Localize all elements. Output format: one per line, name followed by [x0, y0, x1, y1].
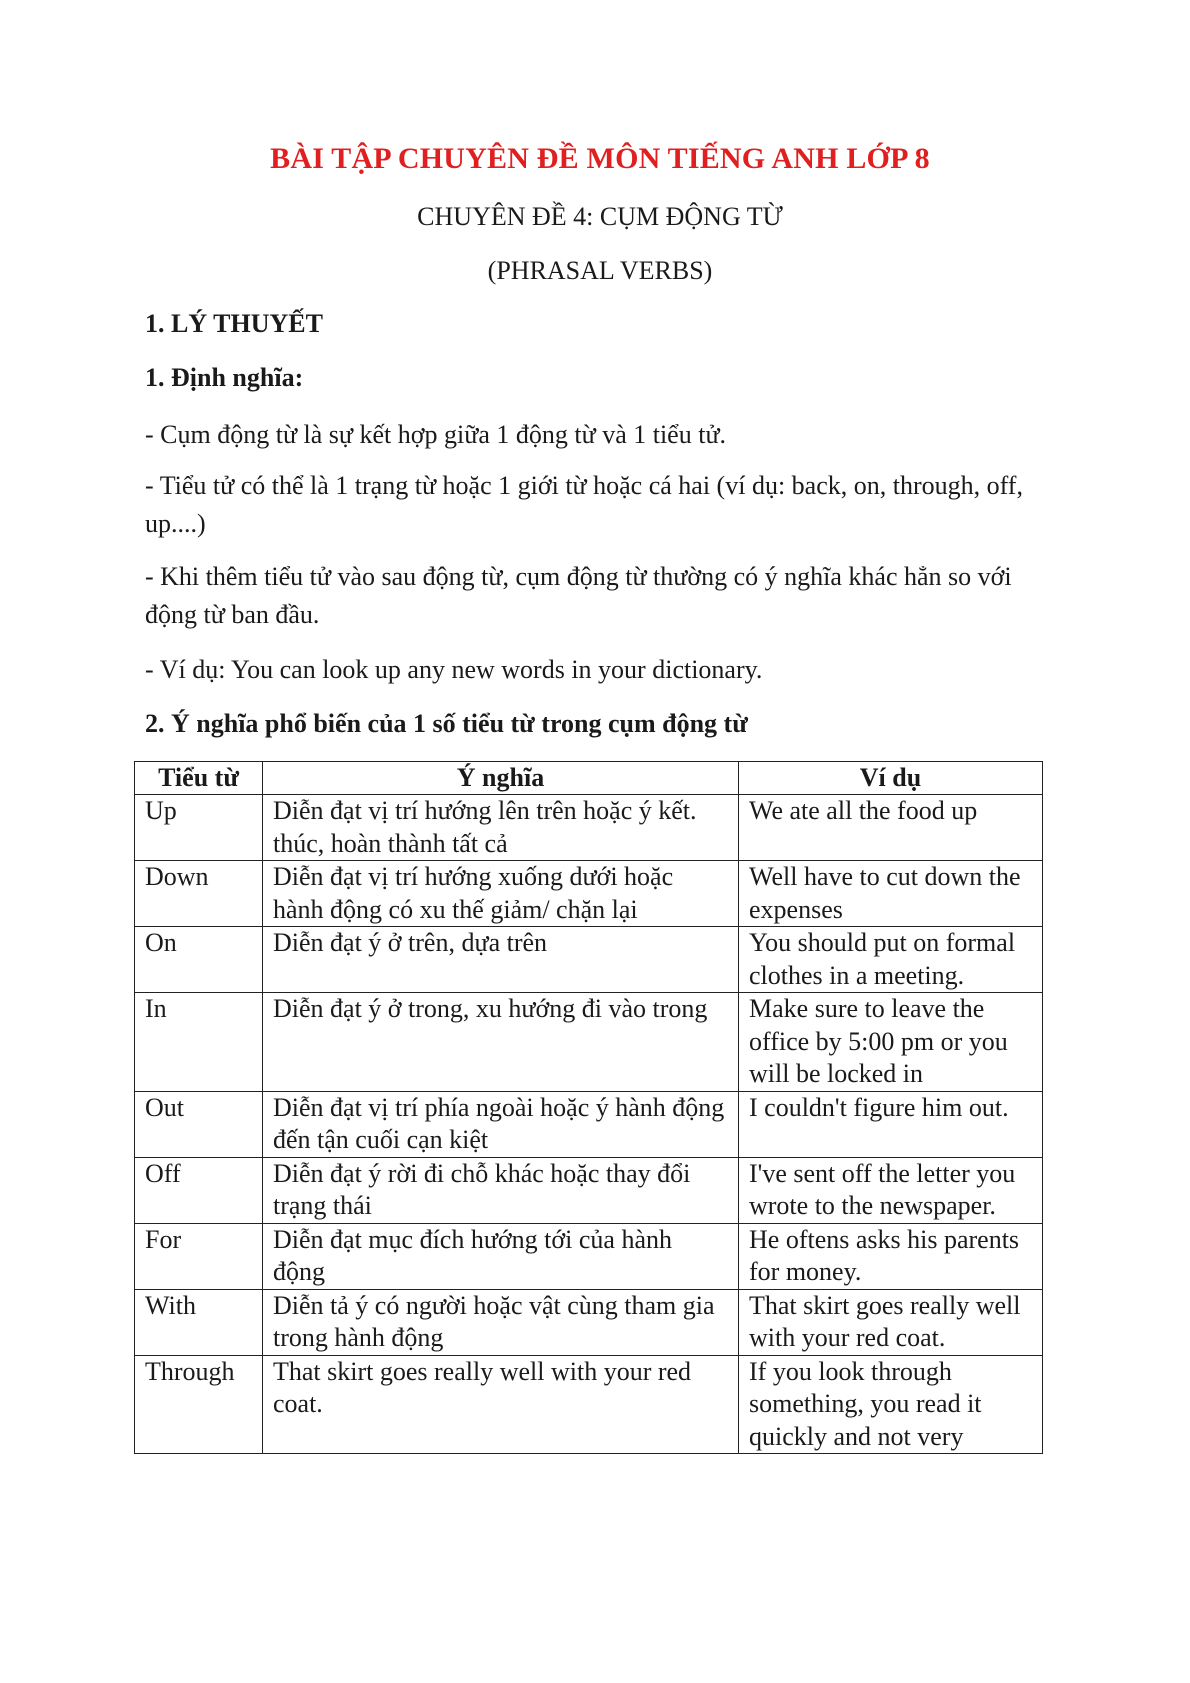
example-cell: Make sure to leave the office by 5:00 pm or you will be locked in: [739, 993, 1043, 1092]
definition-paragraph: - Cụm động từ là sự kết hợp giữa 1 động từ và 1 tiểu tử.: [145, 420, 727, 449]
meaning-cell: Diễn tả ý có người hoặc vật cùng tham gia trong hành động: [263, 1289, 739, 1355]
table-header-row: [135, 762, 1043, 795]
example-cell: We ate all the food up: [739, 795, 1043, 861]
particle-cell: Out: [135, 1091, 263, 1157]
meaning-cell: Diễn đạt ý rời đi chỗ khác hoặc thay đổi trạng thái: [263, 1157, 739, 1223]
particle-cell: On: [135, 927, 263, 993]
particle-cell: Off: [135, 1157, 263, 1223]
definition-paragraph: - Tiểu tử có thể là 1 trạng từ hoặc 1 giới từ hoặc cá hai (ví dụ: back, on, through, off, up....): [145, 471, 1023, 538]
table-row: [135, 795, 1043, 861]
table-row: [135, 927, 1043, 993]
table-row: [135, 1355, 1043, 1454]
meaning-cell: Diễn đạt ý ở trong, xu hướng đi vào trong: [263, 993, 739, 1092]
header-example: Ví dụ: [739, 762, 1043, 795]
document-title: BÀI TẬP CHUYÊN ĐỀ MÔN TIẾNG ANH LỚP 8: [270, 142, 930, 175]
section-heading-definition: 1. Định nghĩa:: [145, 363, 304, 392]
table-row: [135, 1091, 1043, 1157]
particle-cell: For: [135, 1223, 263, 1289]
section-heading-meaning: 2. Ý nghĩa phổ biến của 1 số tiểu từ trong cụm động từ: [145, 709, 748, 738]
header-meaning: Ý nghĩa: [263, 762, 739, 795]
meaning-cell: Diễn đạt vị trí phía ngoài hoặc ý hành động đến tận cuối cạn kiệt: [263, 1091, 739, 1157]
example-paragraph: - Ví dụ: You can look up any new words in your dictionary.: [145, 655, 763, 684]
particle-cell: Down: [135, 861, 263, 927]
definition-paragraph: - Khi thêm tiểu tử vào sau động từ, cụm động từ thường có ý nghĩa khác hẳn so với động từ ban đầu.: [145, 562, 1012, 629]
section-heading-theory: 1. LÝ THUYẾT: [145, 309, 323, 338]
table-row: [135, 1289, 1043, 1355]
particle-cell: In: [135, 993, 263, 1092]
meaning-cell: Diễn đạt vị trí hướng lên trên hoặc ý kết. thúc, hoàn thành tất cả: [263, 795, 739, 861]
particle-cell: With: [135, 1289, 263, 1355]
example-cell: If you look through something, you read it quickly and not very: [739, 1355, 1043, 1454]
example-cell: He oftens asks his parents for money.: [739, 1223, 1043, 1289]
particle-cell: Through: [135, 1355, 263, 1454]
particle-cell: Up: [135, 795, 263, 861]
meaning-cell: Diễn đạt mục đích hướng tới của hành động: [263, 1223, 739, 1289]
meaning-cell: That skirt goes really well with your red coat.: [263, 1355, 739, 1454]
example-cell: That skirt goes really well with your red coat.: [739, 1289, 1043, 1355]
table-row: [135, 861, 1043, 927]
topic-subtitle-english: (PHRASAL VERBS): [487, 256, 713, 285]
topic-subtitle: CHUYÊN ĐỀ 4: CỤM ĐỘNG TỪ: [417, 202, 783, 231]
example-cell: I've sent off the letter you wrote to the newspaper.: [739, 1157, 1043, 1223]
table-row: [135, 1157, 1043, 1223]
particles-table: [134, 761, 1043, 1454]
example-cell: I couldn't figure him out.: [739, 1091, 1043, 1157]
meaning-cell: Diễn đạt vị trí hướng xuống dưới hoặc hành động có xu thế giảm/ chặn lại: [263, 861, 739, 927]
table-row: [135, 993, 1043, 1092]
example-cell: Well have to cut down the expenses: [739, 861, 1043, 927]
example-cell: You should put on formal clothes in a meeting.: [739, 927, 1043, 993]
meaning-cell: Diễn đạt ý ở trên, dựa trên: [263, 927, 739, 993]
table-row: [135, 1223, 1043, 1289]
header-particle: Tiểu từ: [135, 762, 263, 795]
